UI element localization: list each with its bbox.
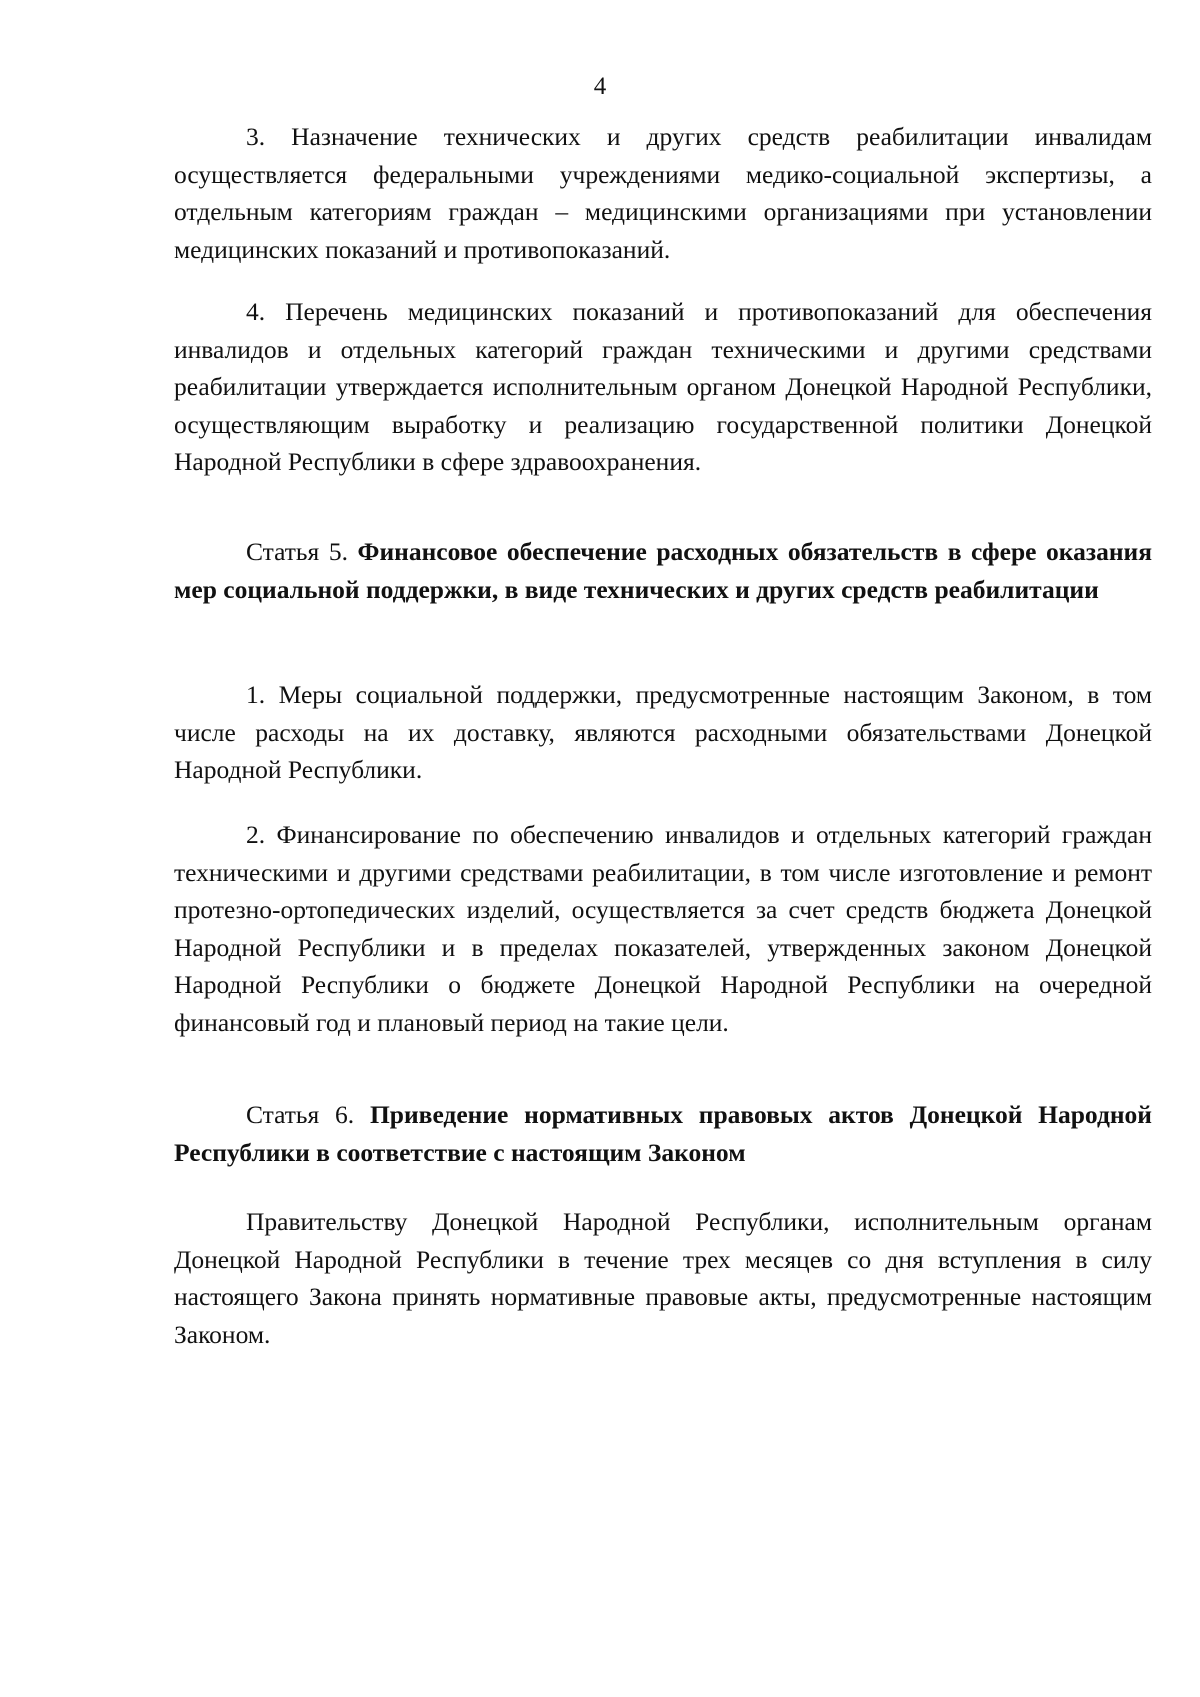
article-6-paragraph-1: [174, 1203, 1152, 1353]
article-6-paragraph-1-text: Правительству Донецкой Народной Республики, исполнительным органам Донецкой Народной Республики в течение трех месяцев со дня вступления в силу настоящего Закона принять нормативные правовые акты, предусмотренные настоящим Законом.: [174, 1207, 1152, 1349]
paragraph-4-text: 4. Перечень медицинских показаний и противопоказаний для обеспечения инвалидов и отдельных категорий граждан техническими и другими средствами реабилитации утверждается исполнительным органом Донецкой Народной Республики, осуществляющим выработку и реализацию государственной политики Донецкой Народной Республики в сфере здравоохранения.: [174, 297, 1152, 477]
page-number: 4: [593, 73, 607, 100]
article-5-heading: [174, 533, 1152, 608]
paragraph-3-text: 3. Назначение технических и других средств реабилитации инвалидам осуществляется федеральными учреждениями медико-социальной экспертизы, а отдельным категориям граждан – медицинскими организациями при установлении медицинских показаний и противопоказаний.: [174, 122, 1152, 264]
article-5-prefix: Статья 5.: [246, 537, 348, 566]
article-6-prefix: Статья 6.: [246, 1100, 355, 1129]
article-6-heading: [174, 1096, 1152, 1171]
paragraph-4: [174, 293, 1152, 481]
article-5-title: Финансовое обеспечение расходных обязательств в сфере оказания мер социальной поддержки, в виде технических и других средств реабилитации: [174, 537, 1153, 604]
article-6-title: Приведение нормативных правовых актов Донецкой Народной Республики в соответствие с настоящим Законом: [174, 1100, 1152, 1167]
article-5-paragraph-1-text: 1. Меры социальной поддержки, предусмотренные настоящим Законом, в том числе расходы на их доставку, являются расходными обязательствами Донецкой Народной Республики.: [174, 680, 1152, 785]
article-5-paragraph-1: [174, 676, 1152, 789]
paragraph-3: [174, 118, 1152, 268]
article-5-paragraph-2: [174, 816, 1152, 1042]
article-5-paragraph-2-text: 2. Финансирование по обеспечению инвалидов и отдельных категорий граждан техническими и другими средствами реабилитации, в том числе изготовление и ремонт протезно-ортопедических изделий, осуществляется за счет средств бюджета Донецкой Народной Республики и в пределах показателей, утвержденных законом Донецкой Народной Республики о бюджете Донецкой Народной Республики на очередной финансовый год и плановый период на такие цели.: [174, 820, 1152, 1037]
